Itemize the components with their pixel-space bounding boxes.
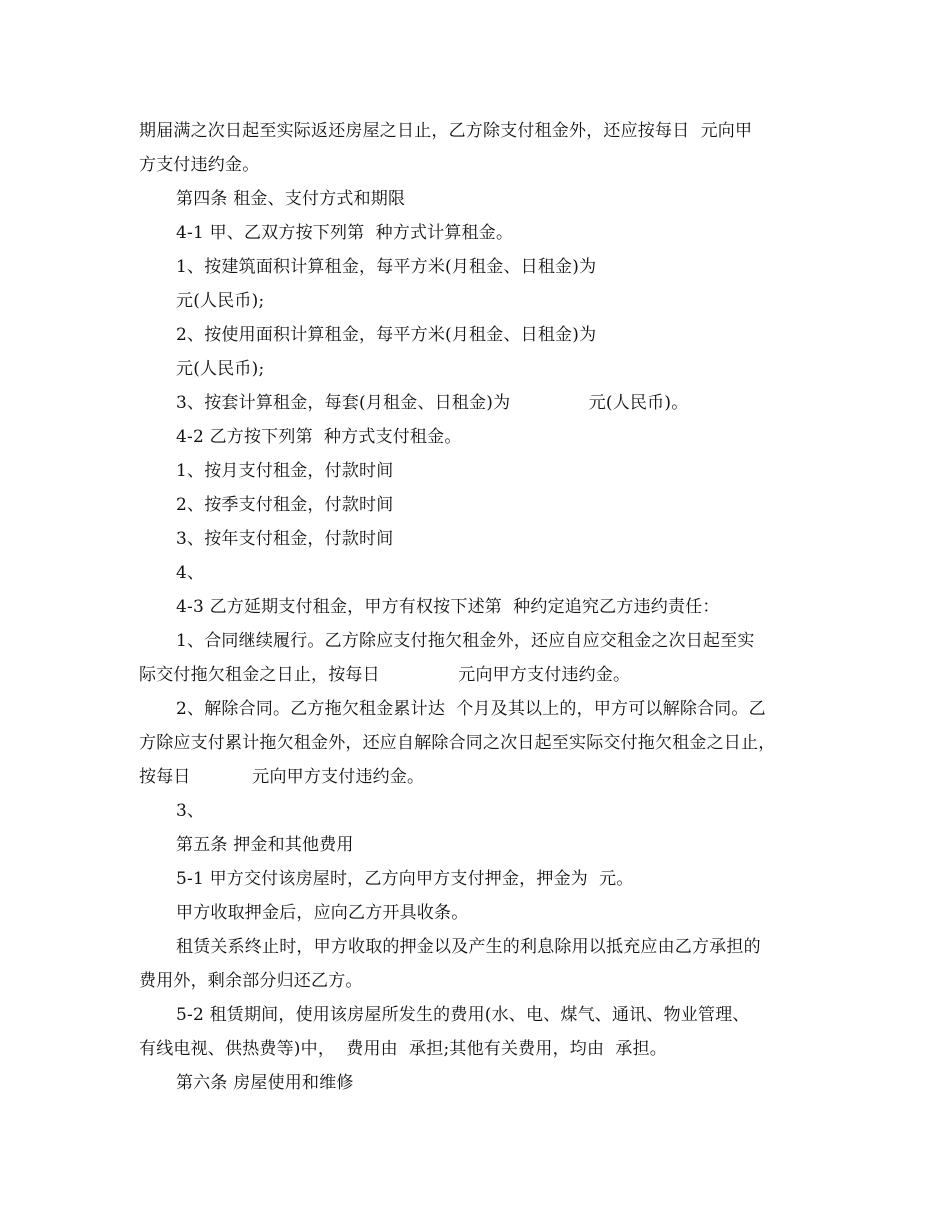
text-line: 元(人民币);	[176, 359, 265, 379]
text-line: 际交付拖欠租金之日止，按每日 元向甲方支付违约金。	[139, 665, 631, 685]
text-line: 按每日 元向甲方支付违约金。	[139, 767, 425, 787]
section-heading: 第四条 租金、支付方式和期限	[176, 189, 406, 209]
text-line: 4、	[176, 563, 205, 583]
text-line: 2、按使用面积计算租金，每平方米(月租金、日租金)为	[176, 325, 597, 345]
clause-heading: 5-2 租赁期间，使用该房屋所发生的费用(水、电、煤气、通讯、物业管理、	[176, 1005, 750, 1025]
text-line: 3、	[176, 801, 205, 821]
clause-heading: 4-3 乙方延期支付租金，甲方有权按下述第 种约定追究乙方违约责任：	[176, 597, 720, 617]
text-line: 2、解除合同。乙方拖欠租金累计达 个月及其以上的，甲方可以解除合同。乙	[176, 699, 766, 719]
text-line: 1、按月支付租金，付款时间	[176, 461, 394, 481]
text-line: 2、按季支付租金，付款时间	[176, 495, 394, 515]
text-line: 期届满之次日起至实际返还房屋之日止，乙方除支付租金外，还应按每日 元向甲	[139, 121, 753, 141]
clause-heading: 4-1 甲、乙双方按下列第 种方式计算租金。	[176, 223, 514, 243]
text-line: 有线电视、供热费等)中， 费用由 承担;其他有关费用，均由 承担。	[139, 1039, 667, 1059]
clause-heading: 4-2 乙方按下列第 种方式支付租金。	[176, 427, 462, 447]
text-line: 费用外，剩余部分归还乙方。	[139, 971, 363, 991]
text-line: 方除应支付累计拖欠租金外，还应自解除合同之次日起至实际交付拖欠租金之日止，	[139, 733, 776, 753]
text-line: 甲方收取押金后，应向乙方开具收条。	[176, 903, 469, 923]
text-line: 1、合同继续履行。乙方除应支付拖欠租金外，还应自应交租金之次日起至实	[176, 631, 755, 651]
text-line: 3、按年支付租金，付款时间	[176, 529, 394, 549]
text-line: 方支付违约金。	[139, 155, 260, 175]
clause-heading: 5-1 甲方交付该房屋时，乙方向甲方支付押金，押金为 元。	[176, 869, 634, 889]
text-line: 元(人民币);	[176, 291, 265, 311]
text-line: 3、按套计算租金，每套(月租金、日租金)为 元(人民币)。	[176, 393, 689, 413]
section-heading: 第五条 押金和其他费用	[176, 835, 354, 855]
text-line: 1、按建筑面积计算租金，每平方米(月租金、日租金)为	[176, 257, 597, 277]
text-line: 租赁关系终止时，甲方收取的押金以及产生的利息除用以抵充应由乙方承担的	[176, 937, 761, 957]
section-heading: 第六条 房屋使用和维修	[176, 1073, 354, 1093]
